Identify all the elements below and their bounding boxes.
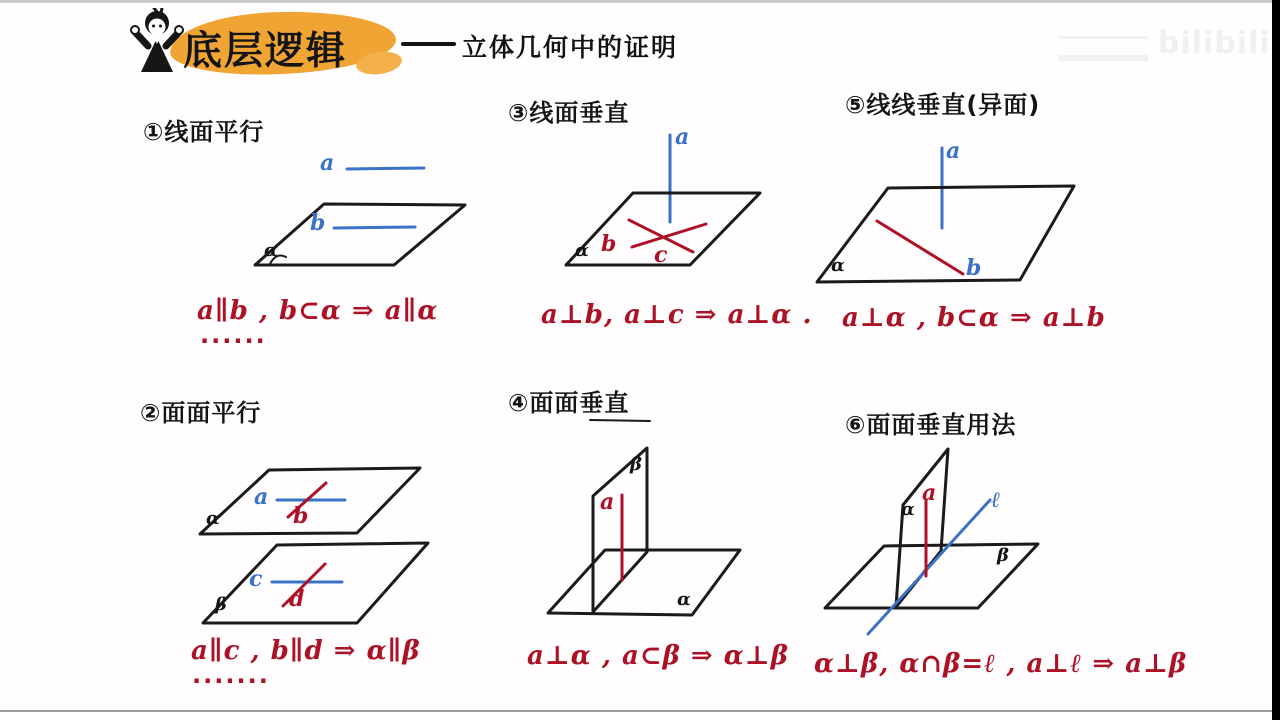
page-subtitle: 立体几何中的证明 [462,33,679,62]
s3-label-b: b [601,231,617,257]
s2-label-a: a [254,484,269,510]
section1-dots: ...... [200,321,267,349]
section5-title: ⑤线线垂直(异面) [845,91,1041,119]
bilibili-watermark: bilibili [1158,26,1271,61]
section4-title: ④面面垂直 [508,389,630,417]
mascot-person-icon [126,8,188,80]
s1-line-b [334,227,415,228]
section3-title: ③线面垂直 [508,99,630,127]
right-letterbox-bar [1272,0,1280,720]
faint-watermark-smudge [1058,36,1148,61]
section2-title: ②面面平行 [140,399,262,427]
s6-label-alpha: α [901,499,915,520]
s3-label-a: a [675,124,690,150]
s4-title-underline [590,420,650,421]
s1-label-b: b [310,210,326,236]
s2-label-c: c [249,566,263,592]
s2-plane-alpha [200,468,420,534]
s5-label-alpha: α [831,255,845,276]
s5-plane-alpha [817,186,1074,282]
s2-label-d: d [289,586,305,612]
s4-label-alpha: α [677,589,691,610]
section1-title: ①线面平行 [143,118,265,146]
s5-label-b: b [966,255,982,281]
s6-label-a: a [922,480,937,506]
section6-formula: α⊥β, α∩β=ℓ , a⊥ℓ ⇒ a⊥β [814,649,1188,679]
bottom-border [0,710,1272,712]
title-dash [401,42,456,46]
s2-plane-beta [203,543,428,623]
top-border [0,0,1280,3]
s1-label-a: a [320,150,335,176]
s5-line-b [877,221,963,274]
section3-formula: a⊥b, a⊥c ⇒ a⊥α . [541,300,813,330]
section2-dots: ....... [192,661,270,689]
s4-plane-alpha [548,550,740,615]
section2-formula: a∥c , b∥d ⇒ α∥β [191,636,421,666]
s1-label-alpha: α [264,240,278,261]
s4-label-beta: β [630,454,642,475]
s5-label-a: a [946,138,961,164]
page-title: 底层逻辑 [183,29,348,74]
s3-label-c: c [654,242,668,268]
s6-plane-alpha [896,449,948,607]
s6-line-l [868,500,990,634]
s6-label-l: ℓ [991,487,1001,513]
s1-line-a [347,168,424,169]
s3-label-alpha: α [575,240,589,261]
section4-formula: a⊥α , a⊂β ⇒ α⊥β [527,641,789,671]
s2-label-beta: β [215,594,227,615]
s3-line-c [632,224,706,247]
s4-label-a: a [600,489,615,515]
s1-plane-alpha [255,204,465,265]
section5-formula: a⊥α , b⊂α ⇒ a⊥b [842,303,1106,333]
section6-title: ⑥面面垂直用法 [845,411,1017,439]
s2-label-b: b [293,503,309,529]
s2-label-alpha: α [206,508,220,529]
s6-label-beta: β [997,545,1009,566]
section1-formula: a∥b , b⊂α ⇒ a∥α [197,296,439,326]
